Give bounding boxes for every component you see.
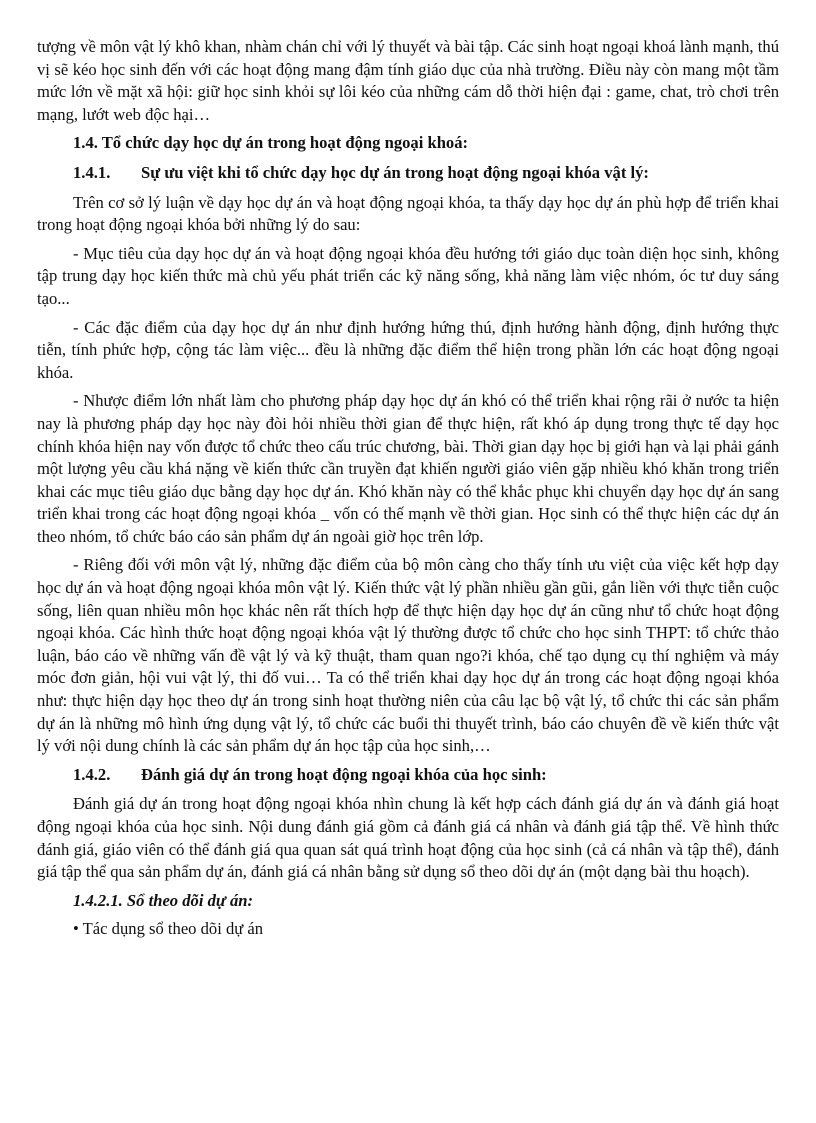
heading-1-4-2-1: 1.4.2.1. Sổ theo dõi dự án: [73, 890, 254, 910]
paragraph-intro: tượng về môn vật lý khô khan, nhàm chán chỉ với lý thuyết và bài tập. Các sinh hoạt ngoại khoá lành mạnh, thú vị sẽ kéo học sinh đến với các hoạt động mang đậm tính giáo dục của nhà trường. Điều này còn mang một tầm mức lớn về mặt xã hội: giữ học sinh khỏi sự lôi kéo của những cám dỗ thời hiện đại : game, chat, trò chơi trên mạng, lướt web độc hại… [37, 37, 779, 124]
heading-1-4-1-number: 1.4.1. [73, 162, 111, 182]
document-page [37, 36, 779, 941]
paragraph-4: - Nhược điểm lớn nhất làm cho phương pháp dạy học dự án khó có thể triển khai rộng rãi ở nước ta hiện nay là phương pháp dạy học này đòi hỏi nhiều thời gian để thực hiện, rất khó áp dụng trong thực tế dạy học chính khóa hiện nay vốn được tổ chức theo cấu trúc chương, bài. Thời gian dạy học bị giới hạn và lại phải gánh một lượng yêu cầu khá nặng về kiến thức cần truyền đạt khiến người giáo viên gặp nhiều khó khăn trong triển khai các mục tiêu giáo dục bằng dạy học dự án. Khó khăn này có thể khắc phục khi chuyển dạy học dự án sang triển khai trong các hoạt động ngoại khóa _ vốn có thế mạnh về thời gian. Học sinh có thể thực hiện các dự án theo nhóm, tổ chức báo cáo sản phẩm dự án ngoài giờ học trên lớp. [37, 391, 779, 546]
heading-1-4-2 [37, 764, 779, 787]
heading-1-4-1 [37, 162, 779, 185]
heading-1-4-1-text: Sự ưu việt khi tổ chức dạy học dự án trong hoạt động ngoại khóa vật lý: [141, 162, 649, 182]
paragraph-6: Đánh giá dự án trong hoạt động ngoại khóa nhìn chung là kết hợp cách đánh giá dự án và đánh giá hoạt động ngoại khóa của học sinh. Nội dung đánh giá gồm cả đánh giá cá nhân và đánh giá tập thể. Về hình thức đánh giá, giáo viên có thể đánh giá qua quan sát quá trình hoạt động của học sinh (cả cá nhân và tập thể), đánh giá tập thể qua sản phẩm dự án, đánh giá cá nhân bằng sử dụng sổ theo dõi dự án (một dạng bài thu hoạch). [37, 794, 779, 882]
paragraph-2: - Mục tiêu của dạy học dự án và hoạt động ngoại khóa đều hướng tới giáo dục toàn diện học sinh, không tập trung dạy học kiến thức mà chủ yếu phát triển các kỹ năng sống, khả năng làm việc nhóm, óc tư duy sáng tạo... [37, 243, 779, 308]
bullet-item: • Tác dụng sổ theo dõi dự án [73, 919, 264, 939]
heading-1-4-2-text: Đánh giá dự án trong hoạt động ngoại khóa của học sinh: [141, 764, 547, 784]
paragraph-1: Trên cơ sở lý luận về dạy học dự án và hoạt động ngoại khóa, ta thấy dạy học dự án phù hợp để triển khai trong hoạt động ngoại khóa bởi những lý do sau: [37, 192, 779, 235]
heading-1-4-2-number: 1.4.2. [73, 764, 111, 784]
paragraph-5: - Riêng đối với môn vật lý, những đặc điểm của bộ môn càng cho thấy tính ưu việt của việc kết hợp dạy học dự án và hoạt động ngoại khóa môn vật lý. Kiến thức vật lý phần nhiều gần gũi, gắn liền với thực tiễn cuộc sống, liên quan nhiều môn học khác nên rất thích hợp để thực hiện dạy học dự án cũng như tổ chức hoạt động ngoại khóa. Các hình thức hoạt động ngoại khóa vật lý thường được tổ chức cho học sinh THPT: tổ chức thảo luận, báo cáo về những vấn đề vật lý và kỹ thuật, tham quan ngo?i khóa, chế tạo dụng cụ thí nghiệm và máy móc đơn giản, hội vui vật lý, thi đố vui… Ta có thể triển khai dạy học dự án trong các hoạt động ngoại khóa như: thực hiện dạy học theo dự án trong sinh hoạt thường niên của câu lạc bộ vật lý, tổ chức thi các sản phẩm dự án là những mô hình ứng dụng vật lý, tổ chức các buổi thi thuyết trình, báo cáo chuyên đề về kiến thức vật lý với nội dung chính là các sản phẩm dự án học tập của học sinh,… [37, 555, 779, 756]
paragraph-3: - Các đặc điểm của dạy học dự án như định hướng hứng thú, định hướng hành động, định hướng thực tiễn, tính phức hợp, cộng tác làm việc... đều là những đặc điểm thể hiện trong phần lớn các hoạt động ngoại khóa. [37, 317, 779, 382]
heading-1-4: 1.4. Tổ chức dạy học dự án trong hoạt động ngoại khoá: [73, 133, 469, 153]
